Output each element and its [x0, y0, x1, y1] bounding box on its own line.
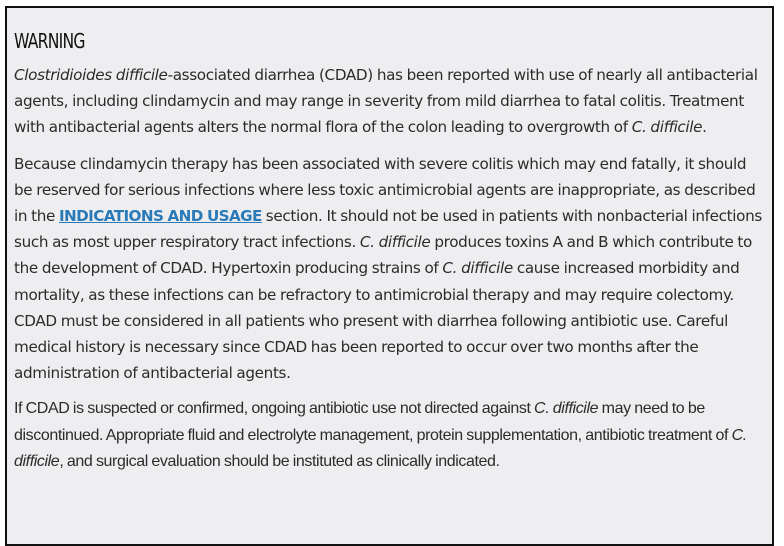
paragraph-text: cause increased morbidity and mortality, as these infections can be refractory to antimicrobial therapy and may require colectomy. CDAD must be considered in all patients who present with diarrhea following antibiotic use. Careful medical history is necessary since CDAD has been reported to occur over two months after the administration of antibacterial agents.	[14, 259, 740, 383]
organism-name: C. difficile	[359, 233, 431, 252]
organism-name: C. difficile	[534, 400, 599, 418]
organism-name: Clostridioides difficile	[14, 66, 168, 84]
warning-paragraph-cdad-intro	[14, 62, 764, 141]
paragraph-text: If CDAD is suspected or confirmed, ongoing antibiotic use not directed against	[14, 400, 535, 418]
paragraph-text: , and surgical evaluation should be instituted as clinically indicated.	[59, 452, 500, 470]
organism-name: C. difficile	[631, 118, 703, 137]
warning-paragraph-management	[14, 396, 764, 475]
boxed-warning	[5, 6, 774, 546]
indications-and-usage-link[interactable]: INDICATIONS AND USAGE	[58, 207, 262, 226]
warning-heading: WARNING	[14, 29, 85, 53]
paragraph-text: Because clindamycin therapy has been associated with severe colitis which may end fatally, it should be reserved for serious infections where less toxic antimicrobial agents are inappropriate, as described in the	[14, 154, 756, 226]
organism-name: C. difficile	[14, 426, 747, 470]
warning-paragraph-colitis-risk	[14, 151, 764, 387]
paragraph-text: produces toxins A and B which contribute to the development of CDAD. Hypertoxin producing strains of	[14, 233, 752, 278]
paragraph-text: section. It should not be used in patients with nonbacterial infections such as most upper respiratory tract infections.	[14, 207, 762, 252]
organism-name: C. difficile	[442, 259, 513, 278]
paragraph-text: -associated diarrhea (CDAD) has been reported with use of nearly all antibacterial agents, including clindamycin and may range in severity from mild diarrhea to fatal colitis. Treatment with antibacterial agents alters the normal flora of the colon leading to overgrowth of	[14, 66, 758, 137]
paragraph-text: .	[702, 118, 707, 137]
paragraph-text: may need to be discontinued. Appropriate fluid and electrolyte management, protein supplementation, antibiotic treatment of	[14, 400, 732, 444]
